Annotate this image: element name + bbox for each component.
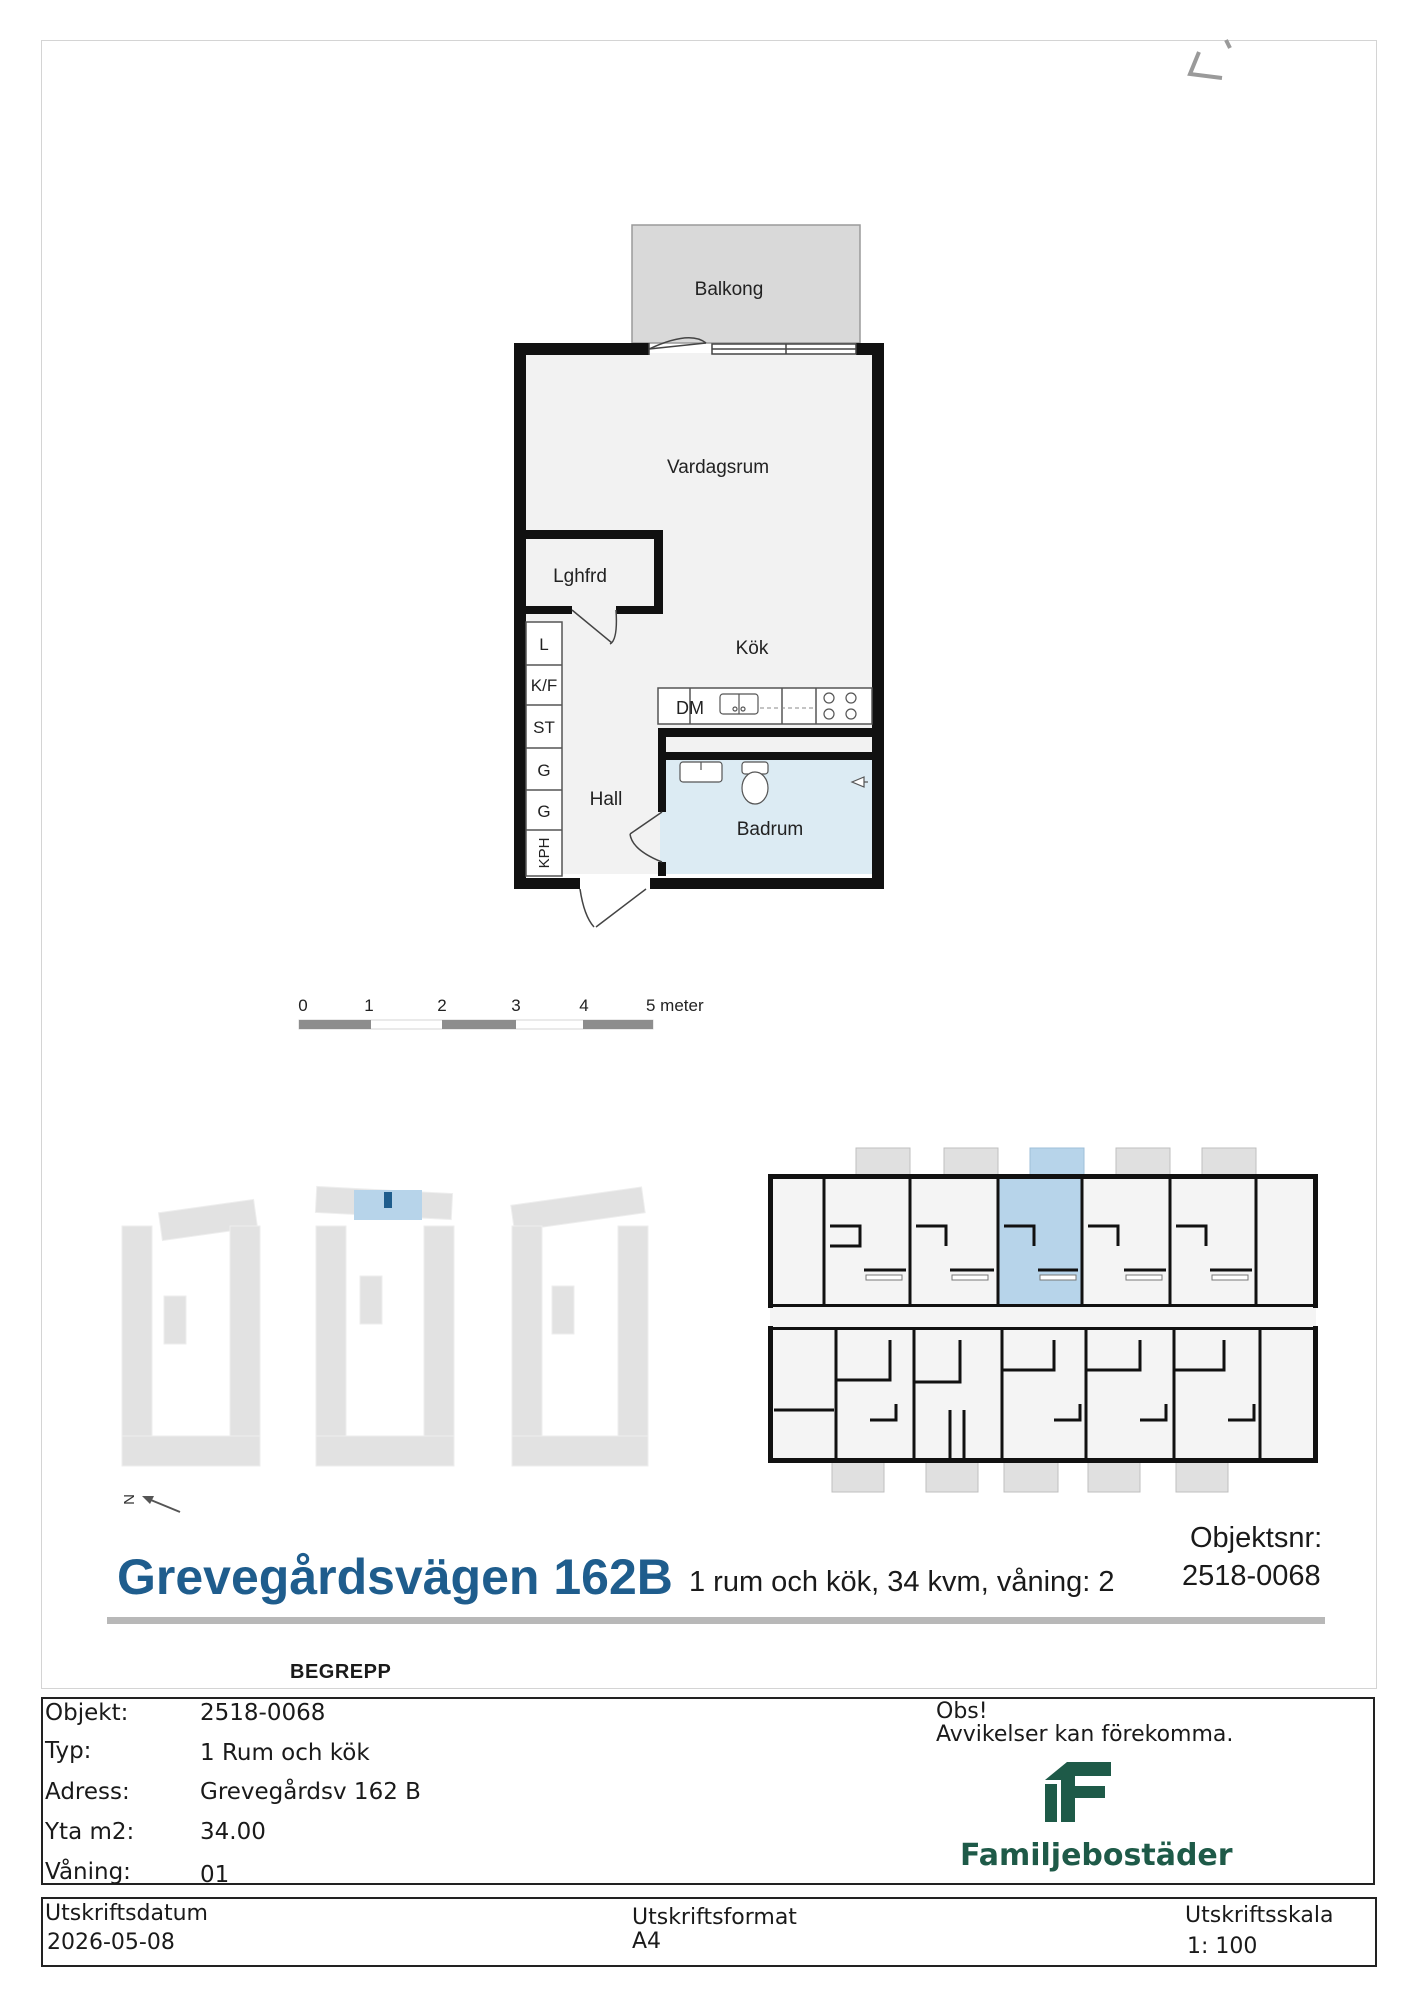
- scale-bar: [299, 1020, 653, 1029]
- print-date-label: Utskriftsdatum: [45, 1901, 208, 1926]
- familjebostader-logo-icon: [1045, 1762, 1111, 1822]
- scale-tick-label: 4: [579, 996, 589, 1015]
- notice-title: Obs!: [936, 1699, 988, 1724]
- apartment-summary: 1 rum och kök, 34 kvm, våning: 2: [689, 1566, 1115, 1598]
- site-and-floor-overview: [0, 1100, 1413, 1520]
- info-label-address: Adress:: [45, 1779, 130, 1805]
- info-value-floor: 01: [200, 1862, 230, 1888]
- closet-label: KPH: [536, 837, 553, 869]
- scale-tick-label: 1: [364, 996, 374, 1015]
- info-value-area: 34.00: [200, 1819, 266, 1845]
- print-scale-label: Utskriftsskala: [1185, 1903, 1334, 1928]
- print-format-label: Utskriftsformat: [632, 1905, 797, 1930]
- entrance-door: [580, 889, 646, 927]
- balcony-window: [712, 344, 856, 354]
- info-label-type: Typ:: [45, 1738, 92, 1764]
- info-value-object: 2518-0068: [200, 1700, 326, 1726]
- room-label-bathroom: Badrum: [736, 819, 804, 840]
- room-label-living: Vardagsrum: [666, 457, 770, 478]
- print-date-value: 2026-05-08: [47, 1930, 175, 1955]
- scale-tick-label: 0: [298, 996, 308, 1015]
- closet-label: K/F: [530, 676, 558, 695]
- corner-mark-icon: [1190, 40, 1230, 78]
- site-plan: [122, 1186, 648, 1466]
- floor-overview: [768, 1148, 1318, 1492]
- title-underline: [107, 1617, 1325, 1624]
- appliance-label-dishwasher: DM: [676, 698, 704, 718]
- info-value-type: 1 Rum och kök: [200, 1740, 370, 1766]
- site-highlight-apartment-marker: [384, 1192, 392, 1208]
- info-label-floor: Våning:: [45, 1859, 131, 1885]
- north-label: N: [120, 1494, 137, 1505]
- north-arrow-icon: [142, 1496, 180, 1512]
- scale-tick-label: 5 meter: [646, 996, 704, 1015]
- closet-label: G: [537, 761, 551, 780]
- room-label-balcony: Balkong: [694, 279, 764, 300]
- room-label-hall: Hall: [589, 789, 623, 810]
- object-number-label: Objektsnr:: [1190, 1522, 1323, 1554]
- info-value-address: Grevegårdsv 162 B: [200, 1779, 421, 1805]
- closet-label: ST: [533, 718, 555, 737]
- room-label-storage: Lghfrd: [553, 566, 607, 587]
- room-label-kitchen: Kök: [735, 638, 769, 659]
- info-label-area: Yta m2:: [45, 1819, 135, 1845]
- closet-label: L: [539, 635, 549, 654]
- print-format-value: A4: [632, 1929, 662, 1954]
- print-scale-value: 1: 100: [1187, 1934, 1258, 1959]
- brand-wordmark: Familjebostäder: [960, 1838, 1233, 1873]
- washbasin-icon: [680, 762, 722, 782]
- begrepp-heading: BEGREPP: [290, 1661, 392, 1683]
- notice-text: Avvikelser kan förekomma.: [936, 1722, 1234, 1747]
- toilet-icon: [742, 762, 768, 804]
- print-info-box: [41, 1897, 1377, 1967]
- scale-tick-label: 2: [437, 996, 447, 1015]
- page-title: Grevegårdsvägen 162B: [117, 1549, 673, 1605]
- info-label-object: Objekt:: [45, 1700, 129, 1726]
- closet-label: G: [537, 802, 551, 821]
- scale-tick-label: 3: [511, 996, 521, 1015]
- object-number-value: 2518-0068: [1182, 1560, 1321, 1592]
